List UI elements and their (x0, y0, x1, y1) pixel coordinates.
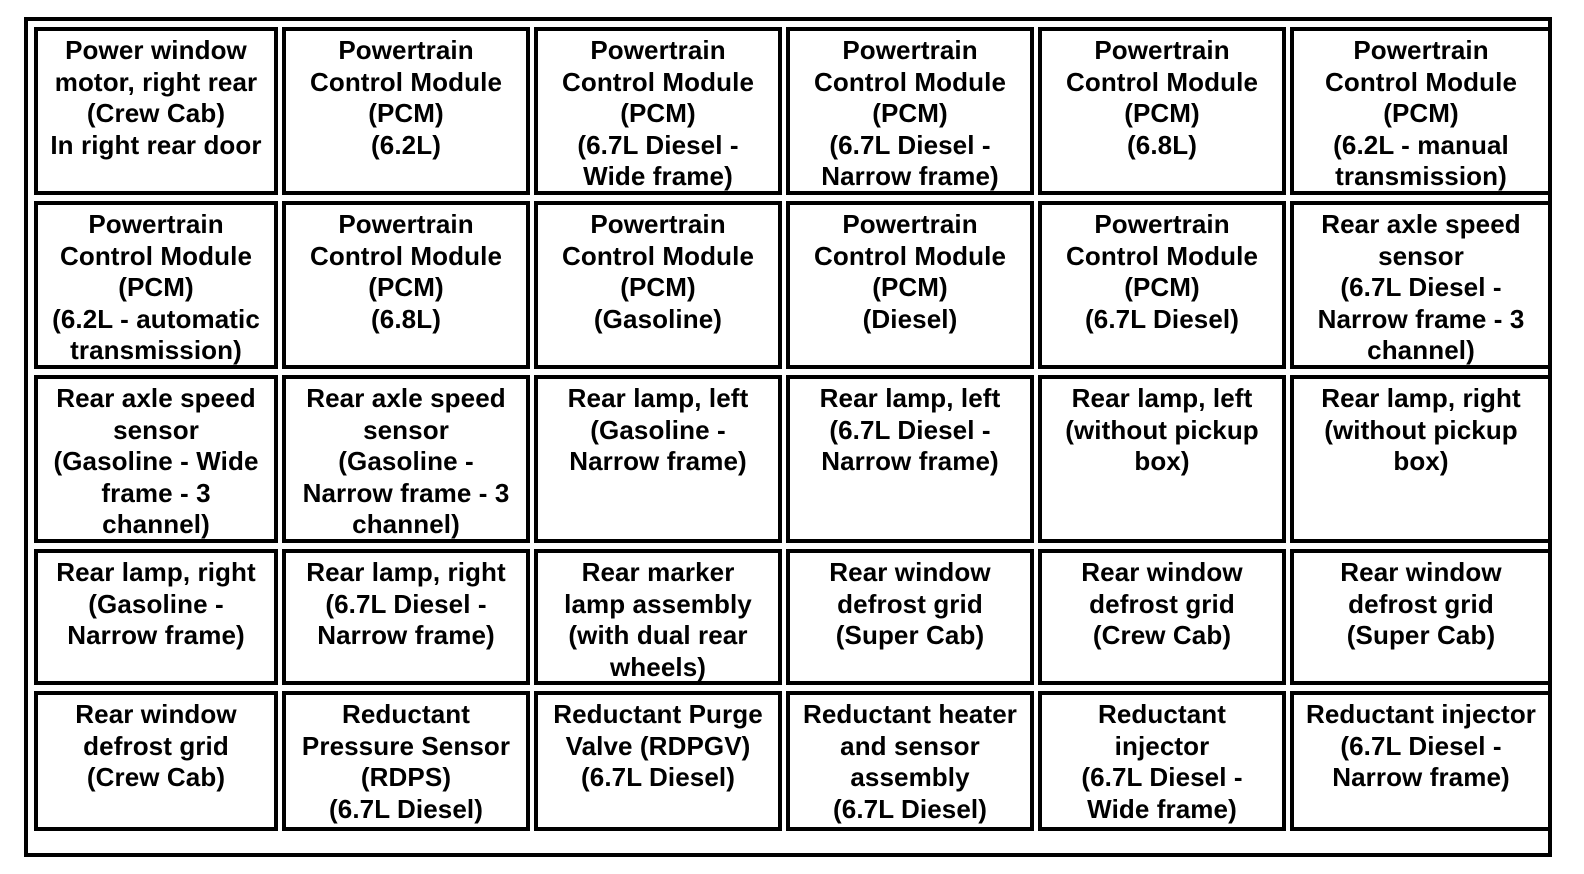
table-cell: Rear lamp, right (Gasoline - Narrow frame) (34, 549, 278, 685)
table-cell: Powertrain Control Module (PCM) (6.7L Diesel - Narrow frame) (786, 27, 1034, 195)
table-cell: Rear window defrost grid (Crew Cab) (1038, 549, 1286, 685)
table-cell: Reductant injector (6.7L Diesel - Wide frame) (1038, 691, 1286, 831)
table-cell: Power window motor, right rear (Crew Cab) In right rear door (34, 27, 278, 195)
table-cell: Rear lamp, left (without pickup box) (1038, 375, 1286, 543)
table-cell: Powertrain Control Module (PCM) (6.8L) (1038, 27, 1286, 195)
table-cell: Powertrain Control Module (PCM) (Gasoline) (534, 201, 782, 369)
table-cell: Rear window defrost grid (Super Cab) (786, 549, 1034, 685)
table-cell: Rear axle speed sensor (Gasoline - Wide frame - 3 channel) (34, 375, 278, 543)
table-cell: Powertrain Control Module (PCM) (6.8L) (282, 201, 530, 369)
table-cell: Powertrain Control Module (PCM) (Diesel) (786, 201, 1034, 369)
table-cell: Powertrain Control Module (PCM) (6.7L Diesel) (1038, 201, 1286, 369)
table-cell: Rear marker lamp assembly (with dual rear wheels) (534, 549, 782, 685)
table-cell: Rear axle speed sensor (Gasoline - Narrow frame - 3 channel) (282, 375, 530, 543)
table-cell: Rear lamp, right (without pickup box) (1290, 375, 1552, 543)
table-cell: Reductant injector (6.7L Diesel - Narrow frame) (1290, 691, 1552, 831)
table-cell: Rear window defrost grid (Super Cab) (1290, 549, 1552, 685)
table-cell: Powertrain Control Module (PCM) (6.2L - manual transmission) (1290, 27, 1552, 195)
component-grid (34, 27, 1542, 847)
table-cell: Rear lamp, left (Gasoline - Narrow frame) (534, 375, 782, 543)
table-cell: Reductant Purge Valve (RDPGV) (6.7L Diesel) (534, 691, 782, 831)
table-cell: Rear window defrost grid (Crew Cab) (34, 691, 278, 831)
component-table (24, 17, 1552, 857)
table-cell: Powertrain Control Module (PCM) (6.7L Diesel - Wide frame) (534, 27, 782, 195)
table-cell: Powertrain Control Module (PCM) (6.2L) (282, 27, 530, 195)
table-cell: Rear lamp, right (6.7L Diesel - Narrow frame) (282, 549, 530, 685)
table-cell: Powertrain Control Module (PCM) (6.2L - automatic transmission) (34, 201, 278, 369)
table-cell: Rear axle speed sensor (6.7L Diesel - Narrow frame - 3 channel) (1290, 201, 1552, 369)
table-cell: Reductant Pressure Sensor (RDPS) (6.7L Diesel) (282, 691, 530, 831)
table-cell: Rear lamp, left (6.7L Diesel - Narrow frame) (786, 375, 1034, 543)
table-cell: Reductant heater and sensor assembly (6.7L Diesel) (786, 691, 1034, 831)
